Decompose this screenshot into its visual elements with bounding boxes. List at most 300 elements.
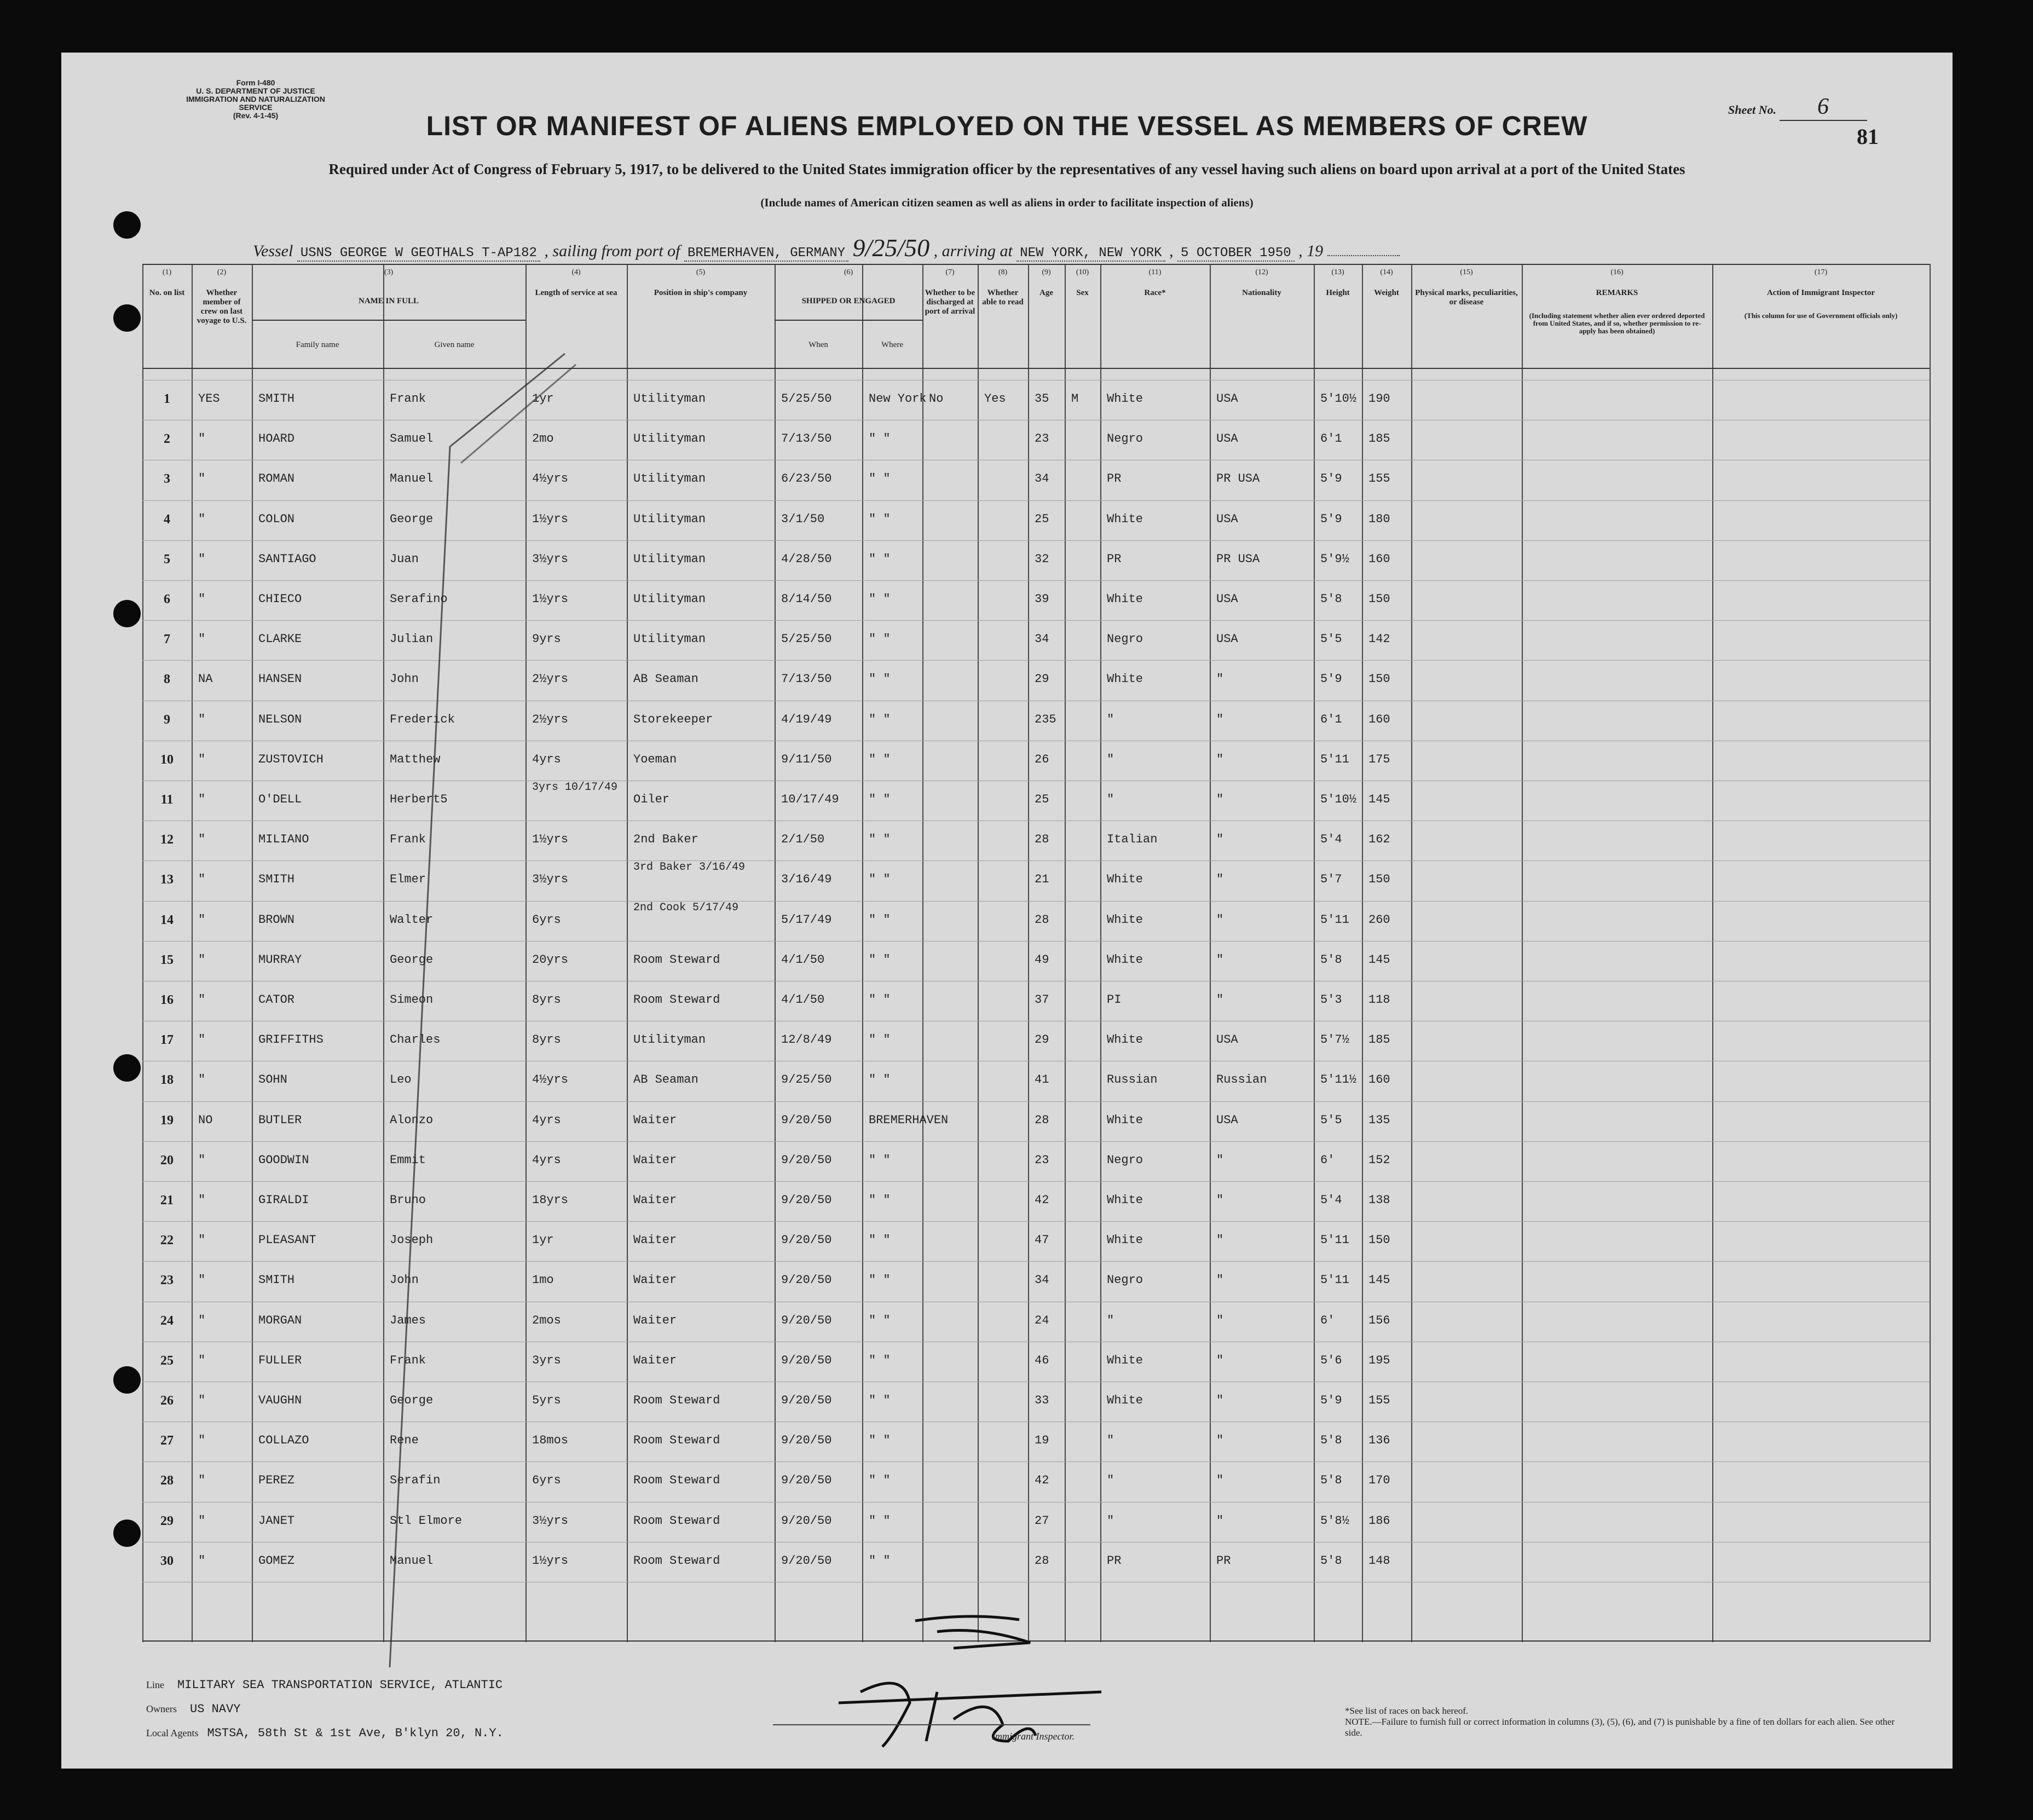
cell-prev: "	[198, 1553, 206, 1568]
cell-where: " "	[869, 552, 891, 566]
cell-position: Utilityman	[633, 632, 706, 646]
cell-family: COLLAZO	[258, 1434, 309, 1448]
cell-nationality: "	[1216, 1273, 1224, 1287]
cell-service: 1mo	[532, 1273, 554, 1287]
row-number: 28	[160, 1474, 174, 1488]
column-rule	[1712, 264, 1713, 1642]
footer-owners	[146, 1702, 240, 1716]
table-top-rule	[142, 264, 1930, 265]
cell-nationality: USA	[1216, 1113, 1238, 1127]
punch-hole	[113, 211, 141, 239]
cell-position: Utilityman	[633, 592, 706, 606]
cell-position: Room Steward	[633, 1474, 720, 1488]
vessel-name: USNS GEORGE W GEOTHALS T-AP182	[297, 246, 540, 262]
cell-race: PI	[1107, 993, 1122, 1007]
cell-height: 5'10½	[1320, 392, 1357, 406]
punch-hole	[113, 1366, 141, 1394]
cell-height: 5'11½	[1320, 1073, 1357, 1087]
row-number: 10	[160, 752, 174, 767]
cell-service: 3½yrs	[532, 1513, 569, 1528]
cell-given: Emmit	[390, 1153, 426, 1167]
cell-weight: 136	[1368, 1434, 1390, 1448]
cell-weight: 156	[1368, 1313, 1390, 1327]
cell-race: "	[1107, 1513, 1114, 1528]
cell-service: 18mos	[532, 1434, 569, 1448]
cell-service: 4½yrs	[532, 1073, 569, 1087]
cell-where: " "	[869, 1474, 891, 1488]
cell-service: 2½yrs	[532, 712, 569, 726]
row-number: 30	[160, 1553, 174, 1568]
cell-nationality: "	[1216, 993, 1224, 1007]
column-header: Physical marks, peculiarities, or disease	[1415, 288, 1518, 307]
cell-service: 4yrs	[532, 1153, 561, 1167]
cell-nationality: "	[1216, 1434, 1224, 1448]
cell-race: PR	[1107, 472, 1122, 486]
cell-where: " "	[869, 432, 891, 446]
column-rule	[142, 264, 143, 1642]
cell-race: White	[1107, 1353, 1143, 1367]
cell-where: " "	[869, 1193, 891, 1207]
cell-age: 235	[1035, 712, 1056, 726]
cell-family: ZUSTOVICH	[258, 752, 324, 766]
arrival-date: 5 OCTOBER 1950	[1177, 246, 1295, 262]
cell-height: 5'9	[1320, 1394, 1342, 1407]
sailing-label: , sailing from port of	[544, 242, 680, 260]
column-number: (14)	[1380, 268, 1393, 276]
handwritten-date: 9/25/50	[852, 234, 930, 262]
cell-where: " "	[869, 1313, 891, 1327]
cell-nationality: PR	[1216, 1553, 1231, 1568]
cell-race: "	[1107, 793, 1114, 806]
cell-when: 12/8/49	[781, 1033, 832, 1047]
cell-position: Waiter	[633, 1233, 677, 1247]
cell-when: 5/25/50	[781, 632, 832, 646]
cell-race: Negro	[1107, 632, 1143, 646]
cell-where: " "	[869, 833, 891, 847]
cell-family: SANTIAGO	[258, 552, 316, 566]
cell-when: 3/16/49	[781, 873, 832, 887]
cell-weight: 186	[1368, 1513, 1390, 1528]
cell-nationality: "	[1216, 1153, 1224, 1167]
cell-where: " "	[869, 632, 891, 646]
cell-position: Room Steward	[633, 993, 720, 1007]
column-number: (11)	[1148, 268, 1162, 276]
cell-where: " "	[869, 1353, 891, 1367]
cell-discharged: No	[929, 392, 944, 406]
cell-race: "	[1107, 1474, 1114, 1488]
column-rule	[192, 264, 193, 1642]
row-number: 13	[160, 873, 174, 887]
cell-weight: 195	[1368, 1353, 1390, 1367]
cell-prev: "	[198, 833, 206, 847]
cell-when: 9/20/50	[781, 1233, 832, 1247]
cell-where: BREMERHAVEN	[869, 1113, 949, 1127]
cell-when: 3/1/50	[781, 512, 825, 526]
cell-prev: "	[198, 1394, 206, 1407]
cell-height: 5'3	[1320, 993, 1342, 1007]
cell-service: 2½yrs	[532, 672, 569, 686]
cell-where: " "	[869, 993, 891, 1007]
cell-prev: "	[198, 1273, 206, 1287]
cell-given: George	[390, 512, 434, 526]
cell-family: GOMEZ	[258, 1553, 295, 1568]
cell-family: SMITH	[258, 392, 295, 406]
cell-height: 5'4	[1320, 1193, 1342, 1207]
cell-prev: "	[198, 1073, 206, 1087]
footer-line	[146, 1678, 503, 1692]
cell-age: 23	[1035, 1153, 1049, 1167]
cell-age: 24	[1035, 1313, 1049, 1327]
cell-service: 8yrs	[532, 1033, 561, 1047]
cell-weight: 118	[1368, 993, 1390, 1007]
cell-given: Elmer	[390, 873, 426, 887]
row-number: 16	[160, 993, 174, 1007]
checkmark-strokes	[368, 343, 576, 1711]
cell-service: 4yrs	[532, 752, 561, 766]
cell-service: 3½yrs	[532, 552, 569, 566]
cell-service: 1yr	[532, 1233, 554, 1247]
cell-nationality: "	[1216, 1513, 1224, 1528]
cell-family: MURRAY	[258, 952, 302, 967]
vessel-label: Vessel	[253, 242, 293, 260]
cell-where: " "	[869, 512, 891, 526]
cell-height: 5'5	[1320, 632, 1342, 646]
cell-nationality: USA	[1216, 592, 1238, 606]
cell-weight: 145	[1368, 1273, 1390, 1287]
column-header: Whether member of crew on last voyage to U.S.	[197, 288, 247, 325]
page-stamp: 81	[1857, 124, 1879, 149]
cell-race: White	[1107, 1193, 1143, 1207]
row-number: 15	[160, 952, 174, 967]
cell-nationality: "	[1216, 1353, 1224, 1367]
cell-service: 4yrs	[532, 1113, 561, 1127]
cell-nationality: "	[1216, 1233, 1224, 1247]
cell-prev: "	[198, 752, 206, 766]
cell-service: 18yrs	[532, 1193, 569, 1207]
row-number: 21	[160, 1193, 174, 1207]
column-subtext: (Including statement whether alien ever ordered deported from United States, and if so, whether permission to re-apply has been obtained)	[1529, 311, 1705, 335]
cell-race: White	[1107, 873, 1143, 887]
cell-when: 6/23/50	[781, 472, 832, 486]
cell-given: John	[390, 672, 419, 686]
row-number: 27	[160, 1434, 174, 1448]
cell-prev: "	[198, 1193, 206, 1207]
cell-given: Simeon	[390, 993, 434, 1007]
footer-notes	[1345, 1706, 1898, 1738]
cell-family: CHIECO	[258, 592, 302, 606]
cell-height: 5'9	[1320, 512, 1342, 526]
form-department: U. S. DEPARTMENT OF JUSTICE	[196, 86, 315, 95]
cell-age: 21	[1035, 873, 1049, 887]
cell-when: 9/20/50	[781, 1474, 832, 1488]
cell-family: SOHN	[258, 1073, 287, 1087]
form-number: Form I-480	[236, 78, 275, 87]
cell-height: 5'4	[1320, 833, 1342, 847]
cell-weight: 150	[1368, 672, 1390, 686]
cell-position: Waiter	[633, 1113, 677, 1127]
cell-family: VAUGHN	[258, 1394, 302, 1407]
cell-nationality: USA	[1216, 392, 1238, 406]
cell-nationality: "	[1216, 912, 1224, 927]
cell-family: NELSON	[258, 712, 302, 726]
cell-nationality: Russian	[1216, 1073, 1267, 1087]
cell-when: 9/20/50	[781, 1273, 832, 1287]
sheet-number-label: Sheet No.	[1728, 103, 1776, 117]
column-header: Position in ship's company	[654, 288, 748, 297]
cell-given: Leo	[390, 1073, 412, 1087]
column-number: (4)	[571, 268, 581, 276]
column-number: (6)	[844, 268, 853, 276]
form-revision: (Rev. 4-1-45)	[233, 111, 279, 120]
column-header: SHIPPED OR ENGAGED	[801, 297, 896, 305]
cell-position: Waiter	[633, 1353, 677, 1367]
owners-label: Owners	[146, 1703, 177, 1714]
column-subheader: Where	[881, 340, 903, 349]
cell-service: 3yrs 10/17/49	[532, 781, 618, 794]
column-header: Length of service at sea	[535, 288, 617, 297]
cell-race: "	[1107, 1313, 1114, 1327]
cell-service: 3½yrs	[532, 873, 569, 887]
column-rule	[1314, 264, 1315, 1642]
row-number: 8	[164, 672, 170, 687]
cell-given: Julian	[390, 632, 434, 646]
cell-age: 49	[1035, 952, 1049, 967]
cell-position: Waiter	[633, 1153, 677, 1167]
cell-age: 42	[1035, 1193, 1049, 1207]
cell-weight: 150	[1368, 873, 1390, 887]
column-header: Weight	[1374, 288, 1399, 297]
cell-given: Serafino	[390, 592, 448, 606]
cell-service: 9yrs	[532, 632, 561, 646]
cell-given: Alonzo	[390, 1113, 434, 1127]
cell-read: Yes	[984, 392, 1006, 406]
column-subheader: Family name	[296, 340, 339, 349]
cell-nationality: USA	[1216, 632, 1238, 646]
row-number: 12	[160, 833, 174, 847]
cell-prev: "	[198, 993, 206, 1007]
cell-weight: 155	[1368, 472, 1390, 486]
cell-when: 9/25/50	[781, 1073, 832, 1087]
line-value: MILITARY SEA TRANSPORTATION SERVICE, ATLANTIC	[177, 1678, 503, 1692]
cell-given: Frank	[390, 833, 426, 847]
cell-age: 26	[1035, 752, 1049, 766]
cell-where: " "	[869, 1434, 891, 1448]
cell-given: Serafin	[390, 1474, 441, 1488]
cell-age: 32	[1035, 552, 1049, 566]
cell-when: 4/28/50	[781, 552, 832, 566]
cell-given: George	[390, 1394, 434, 1407]
cell-service: 1½yrs	[532, 1553, 569, 1568]
form-service: IMMIGRATION AND NATURALIZATION SERVICE	[186, 95, 325, 112]
cell-where: " "	[869, 1073, 891, 1087]
cell-where: " "	[869, 1273, 891, 1287]
cell-weight: 175	[1368, 752, 1390, 766]
cell-nationality: "	[1216, 1193, 1224, 1207]
cell-service: 6yrs	[532, 1474, 561, 1488]
cell-height: 5'11	[1320, 1273, 1349, 1287]
row-number: 5	[164, 552, 170, 567]
row-number: 26	[160, 1394, 174, 1408]
cell-race: White	[1107, 1113, 1143, 1127]
cell-position: Room Steward	[633, 1394, 720, 1407]
cell-prev: "	[198, 512, 206, 526]
cell-when: 9/20/50	[781, 1313, 832, 1327]
cell-age: 47	[1035, 1233, 1049, 1247]
cell-weight: 185	[1368, 1033, 1390, 1047]
cell-height: 6'	[1320, 1313, 1335, 1327]
row-number: 6	[164, 592, 170, 606]
cell-where: " "	[869, 1394, 891, 1407]
cell-family: HANSEN	[258, 672, 302, 686]
cell-weight: 145	[1368, 952, 1390, 967]
cell-family: PLEASANT	[258, 1233, 316, 1247]
cell-given: Juan	[390, 552, 419, 566]
cell-height: 5'9½	[1320, 552, 1349, 566]
row-number: 7	[164, 632, 170, 647]
cell-service: 1½yrs	[532, 512, 569, 526]
column-rule	[775, 264, 776, 1642]
cell-nationality: USA	[1216, 512, 1238, 526]
cell-race: White	[1107, 912, 1143, 927]
cell-position: Utilityman	[633, 1033, 706, 1047]
cell-where: " "	[869, 752, 891, 766]
cell-age: 19	[1035, 1434, 1049, 1448]
cell-age: 28	[1035, 912, 1049, 927]
arriving-port: NEW YORK, NEW YORK	[1016, 246, 1165, 262]
cell-nationality: "	[1216, 873, 1224, 887]
row-number: 14	[160, 912, 174, 927]
row-number: 3	[164, 472, 170, 487]
column-header: Height	[1326, 288, 1350, 297]
cell-position: Room Steward	[633, 1553, 720, 1568]
cell-weight: 142	[1368, 632, 1390, 646]
row-number: 17	[160, 1033, 174, 1048]
subcolumn-rule	[862, 264, 863, 1642]
cell-weight: 162	[1368, 833, 1390, 847]
cell-height: 5'6	[1320, 1353, 1342, 1367]
voyage-line: Vessel USNS GEORGE W GEOTHALS T-AP182 , sailing from port of BREMERHAVEN, GERMANY 9/25/50 , arriving at NEW YORK, NEW YORK , 5 OCTOBER 1950 , 19	[253, 233, 1400, 262]
footer-agents	[146, 1726, 504, 1740]
cell-service: 4½yrs	[532, 472, 569, 486]
cell-given: Walter	[390, 912, 434, 927]
cell-height: 5'8	[1320, 592, 1342, 606]
cell-prev: "	[198, 1513, 206, 1528]
column-rule	[627, 264, 628, 1642]
cell-position: 2nd Cook 5/17/49	[633, 901, 739, 914]
cell-when: 7/13/50	[781, 672, 832, 686]
column-number: (7)	[945, 268, 955, 276]
cell-prev: "	[198, 1434, 206, 1448]
cell-race: "	[1107, 1434, 1114, 1448]
cell-race: PR	[1107, 552, 1122, 566]
cell-when: 10/17/49	[781, 793, 839, 806]
page-title: LIST OR MANIFEST OF ALIENS EMPLOYED ON THE VESSEL AS MEMBERS OF CREW	[426, 111, 1588, 141]
cell-prev: "	[198, 1033, 206, 1047]
cell-where: " "	[869, 952, 891, 967]
cell-when: 4/1/50	[781, 993, 825, 1007]
cell-position: Waiter	[633, 1193, 677, 1207]
cell-when: 9/20/50	[781, 1153, 832, 1167]
cell-weight: 150	[1368, 592, 1390, 606]
cell-given: Matthew	[390, 752, 441, 766]
cell-when: 2/1/50	[781, 833, 825, 847]
cell-given: Charles	[390, 1033, 441, 1047]
column-header: Whether able to read	[982, 288, 1024, 307]
cell-prev: NO	[198, 1113, 213, 1127]
year-label: 19	[1307, 242, 1324, 260]
cell-age: 27	[1035, 1513, 1049, 1528]
cell-when: 9/20/50	[781, 1113, 832, 1127]
cell-family: BUTLER	[258, 1113, 302, 1127]
cell-family: GRIFFITHS	[258, 1033, 324, 1047]
cell-where: " "	[869, 712, 891, 726]
cell-when: 9/20/50	[781, 1193, 832, 1207]
cell-where: New York	[869, 392, 927, 406]
manifest-sheet	[61, 53, 1953, 1769]
cell-service: 1yr	[532, 392, 554, 406]
cell-when: 9/20/50	[781, 1513, 832, 1528]
cell-given: Manuel	[390, 472, 434, 486]
cell-race: PR	[1107, 1553, 1122, 1568]
shipped-subheader-rule	[775, 320, 922, 321]
column-number: (10)	[1076, 268, 1089, 276]
cell-sex: M	[1071, 392, 1079, 406]
cell-weight: 185	[1368, 432, 1390, 446]
cell-nationality: USA	[1216, 1033, 1238, 1047]
cell-nationality: USA	[1216, 432, 1238, 446]
cell-where: " "	[869, 592, 891, 606]
row-number: 1	[164, 392, 170, 406]
column-header: NAME IN FULL	[358, 297, 419, 305]
column-subheader: Given name	[434, 340, 475, 349]
cell-race: Negro	[1107, 1273, 1143, 1287]
agents-value: MSTSA, 58th St & 1st Ave, B'klyn 20, N.Y.	[207, 1726, 504, 1740]
cell-prev: "	[198, 912, 206, 927]
name-subheader-rule	[252, 320, 525, 321]
column-rule	[252, 264, 253, 1642]
column-rule	[1210, 264, 1211, 1642]
cell-weight: 152	[1368, 1153, 1390, 1167]
cell-age: 28	[1035, 1553, 1049, 1568]
cell-height: 5'8	[1320, 1553, 1342, 1568]
cell-position: 3rd Baker 3/16/49	[633, 861, 746, 874]
include-note: (Include names of American citizen seamen as well as aliens in order to facilitate inspection of aliens)	[760, 196, 1254, 209]
cell-given: Joseph	[390, 1233, 434, 1247]
cell-nationality: "	[1216, 1394, 1224, 1407]
cell-weight: 155	[1368, 1394, 1390, 1407]
cell-when: 9/20/50	[781, 1434, 832, 1448]
arriving-label: , arriving at	[933, 242, 1013, 260]
cell-when: 7/13/50	[781, 432, 832, 446]
cell-prev: "	[198, 712, 206, 726]
cell-family: PEREZ	[258, 1474, 295, 1488]
cell-service: 1½yrs	[532, 833, 569, 847]
cell-position: Waiter	[633, 1313, 677, 1327]
cell-age: 37	[1035, 993, 1049, 1007]
cell-position: AB Seaman	[633, 672, 698, 686]
row-number: 11	[160, 793, 174, 807]
cell-nationality: "	[1216, 952, 1224, 967]
column-rule	[1065, 264, 1066, 1642]
cell-height: 5'10½	[1320, 793, 1357, 806]
cell-position: Storekeeper	[633, 712, 713, 726]
cell-family: MILIANO	[258, 833, 309, 847]
cell-age: 29	[1035, 672, 1049, 686]
cell-height: 6'	[1320, 1153, 1335, 1167]
row-number: 2	[164, 432, 170, 447]
column-header: Nationality	[1242, 288, 1281, 297]
cell-position: Room Steward	[633, 1513, 720, 1528]
